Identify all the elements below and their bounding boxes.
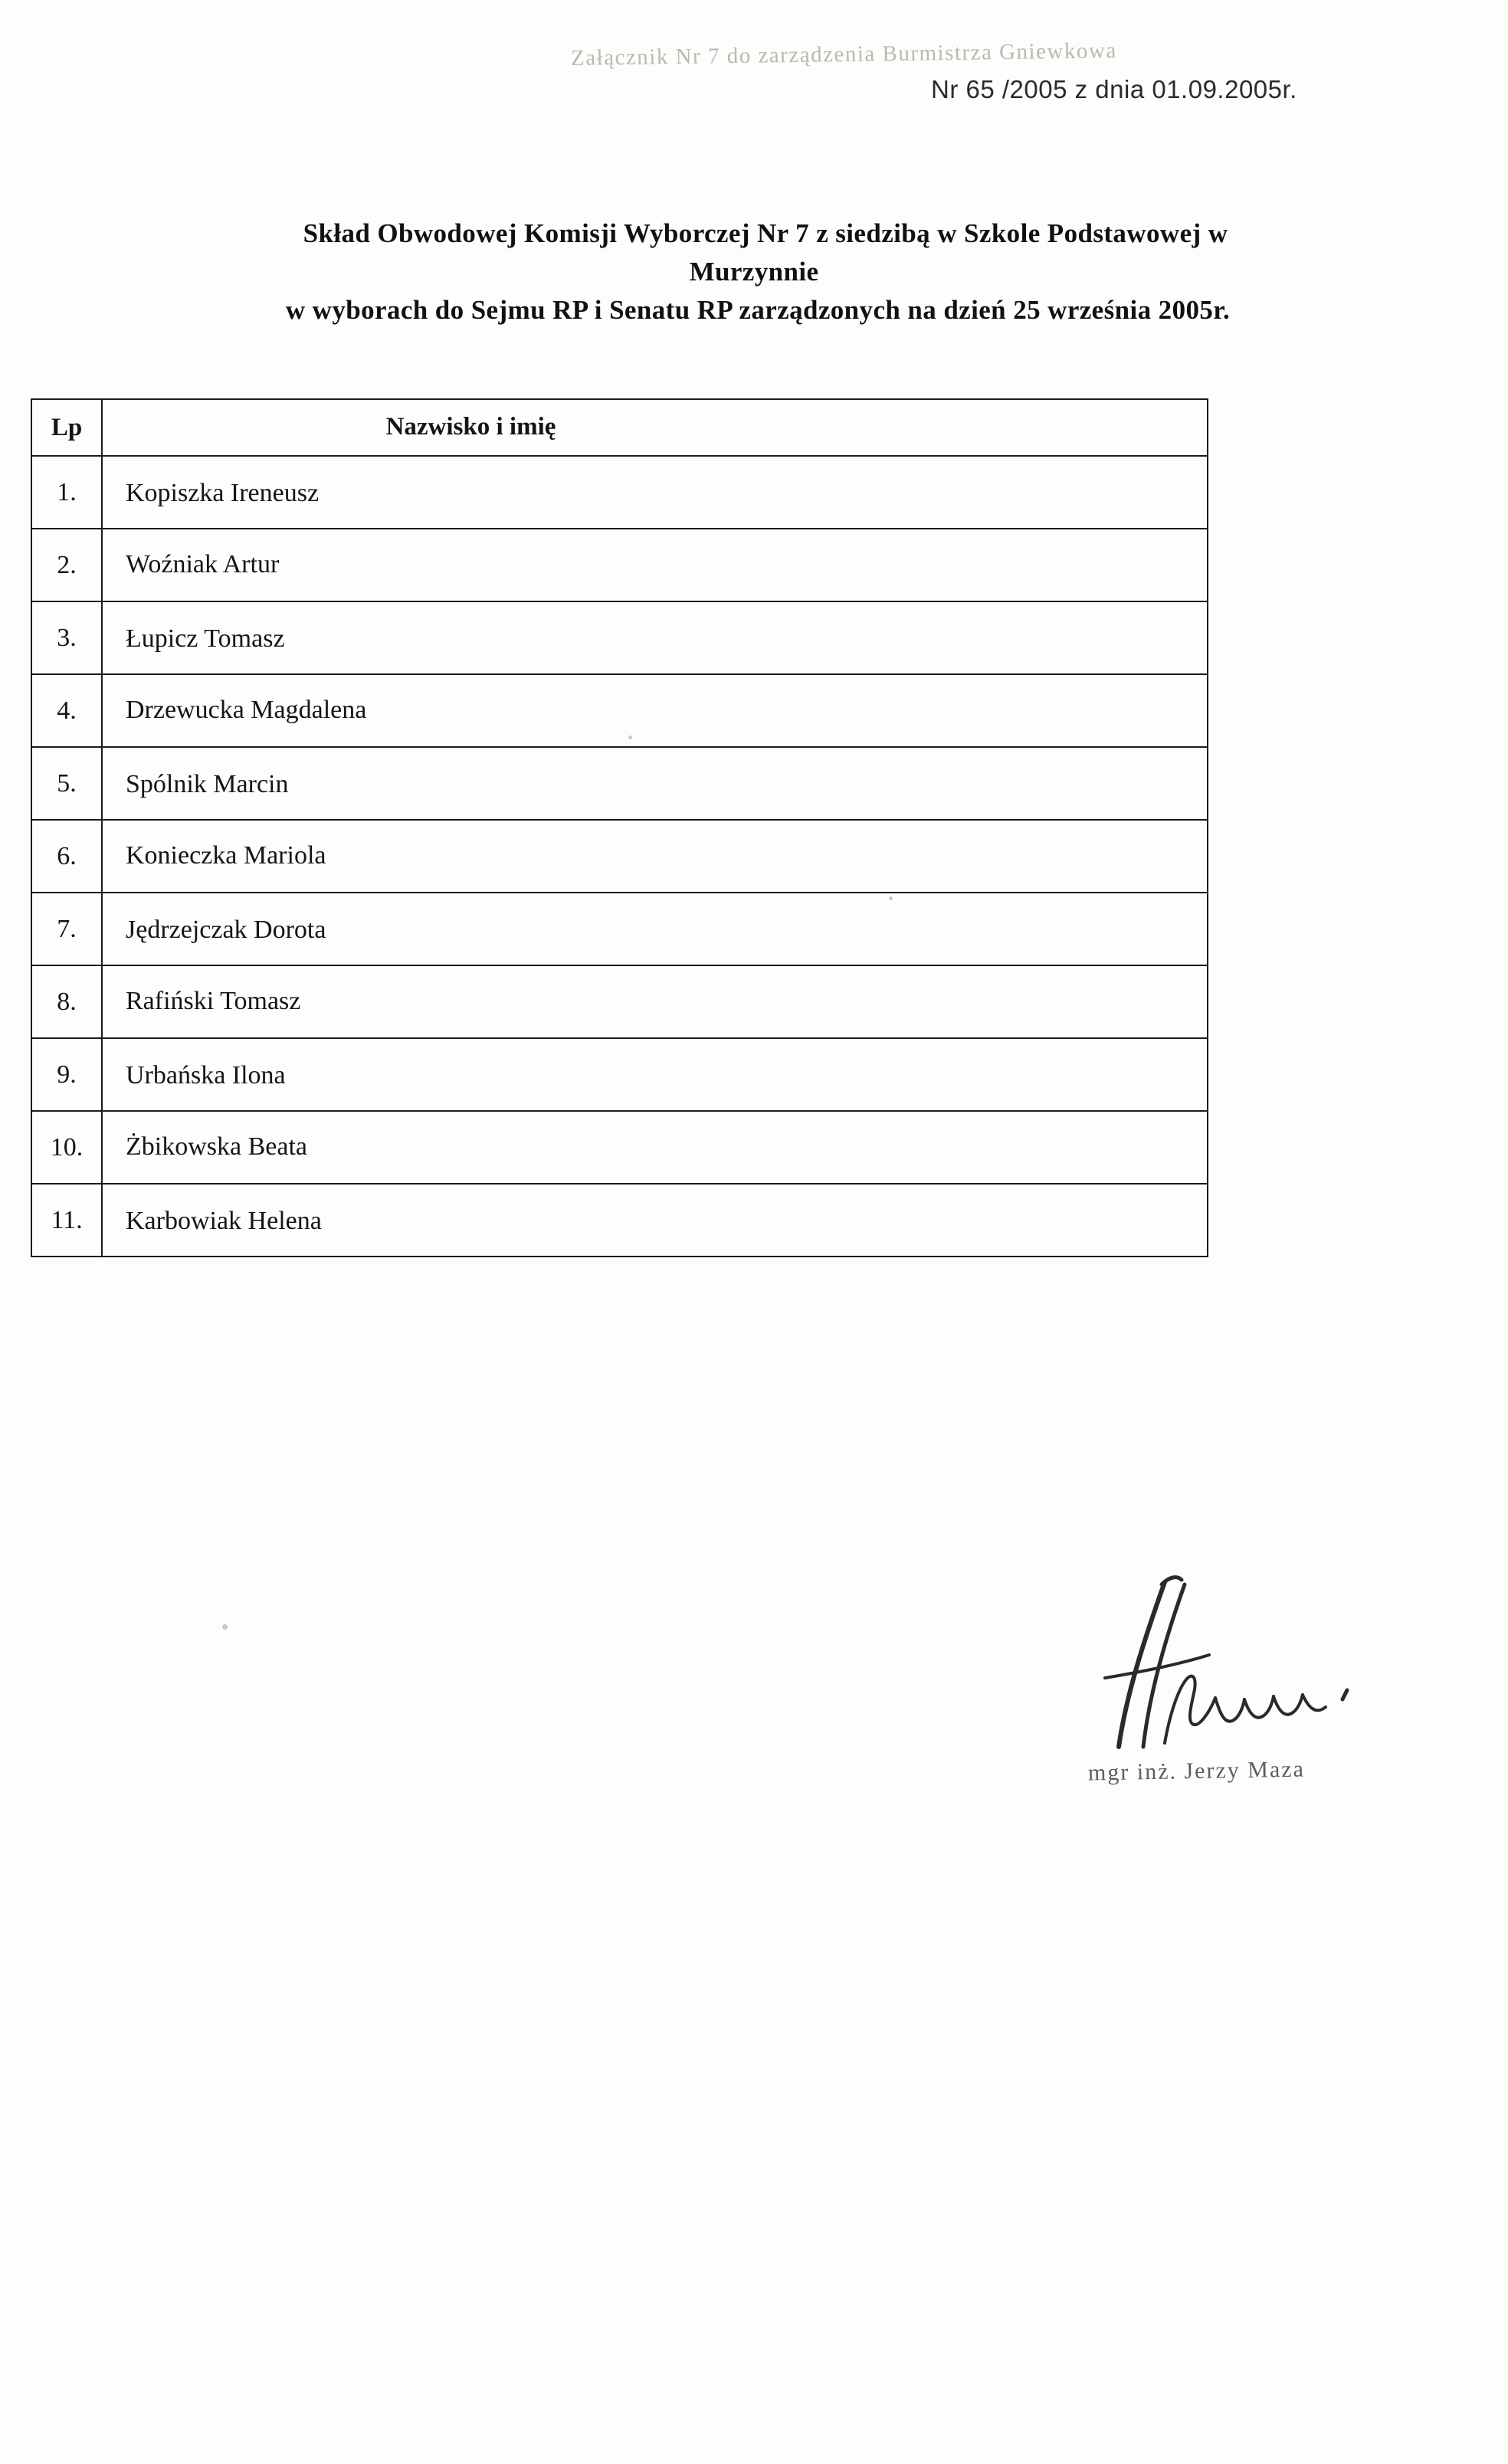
table-header-row: [32, 400, 1207, 457]
table-row: [32, 602, 1207, 675]
scan-speck: [222, 1624, 228, 1630]
commission-members-table: [31, 398, 1208, 1257]
row-name: Żbikowska Beata: [126, 1132, 307, 1161]
row-index: 9.: [32, 1039, 103, 1110]
table-row: [32, 1039, 1207, 1112]
table-row: [32, 893, 1207, 966]
table-row: [32, 821, 1207, 893]
title-line-1: Skład Obwodowej Komisji Wyborczej Nr 7 z siedzibą w Szkole Podstawowej w: [303, 218, 1228, 248]
signature-block: [1073, 1563, 1471, 1816]
row-index: 3.: [32, 602, 103, 673]
attachment-reference-header: Załącznik Nr 7 do zarządzenia Burmistrza Gniewkowa: [570, 38, 1117, 71]
column-header-lp: Lp: [32, 400, 103, 455]
column-header-name: Nazwisko i imię: [385, 412, 556, 441]
title-line-3: w wyborach do Sejmu RP i Senatu RP zarządzonych na dzień 25 września 2005r.: [285, 295, 1231, 325]
document-title: [0, 215, 1508, 329]
row-index: 1.: [32, 457, 103, 528]
row-name: Jędrzejczak Dorota: [126, 915, 326, 944]
signatory-name: mgr inż. Jerzy Mazа: [1087, 1756, 1306, 1786]
row-index: 8.: [32, 966, 103, 1037]
row-name: Karbowiak Helena: [126, 1206, 322, 1235]
row-name: Woźniak Artur: [126, 549, 280, 578]
table-row: [32, 1184, 1207, 1257]
row-name: Drzewucka Magdalena: [126, 695, 367, 724]
row-name: Łupicz Tomasz: [126, 624, 285, 653]
row-index: 2.: [32, 529, 103, 601]
row-index: 7.: [32, 893, 103, 965]
scan-speck: [889, 896, 893, 900]
table-row: [32, 529, 1207, 602]
row-index: 11.: [32, 1184, 103, 1256]
ordinance-number: Nr 65 /2005 z dnia 01.09.2005r.: [931, 75, 1297, 103]
row-name: Konieczka Mariola: [126, 840, 326, 870]
row-index: 5.: [32, 748, 103, 819]
row-index: 10.: [32, 1112, 103, 1183]
scan-speck: [628, 736, 632, 739]
row-name: Kopiszka Ireneusz: [126, 478, 320, 507]
row-name: Rafiński Tomasz: [126, 986, 301, 1015]
row-index: 4.: [32, 675, 103, 746]
title-line-2: Murzynnie: [689, 257, 819, 287]
row-name: Spólnik Marcin: [126, 769, 289, 798]
table-row: [32, 457, 1207, 529]
row-index: 6.: [32, 821, 103, 892]
table-row: [32, 966, 1207, 1039]
table-row: [32, 748, 1207, 821]
row-name: Urbańska Ilona: [126, 1060, 286, 1089]
table-row: [32, 675, 1207, 748]
table-row: [32, 1112, 1207, 1184]
